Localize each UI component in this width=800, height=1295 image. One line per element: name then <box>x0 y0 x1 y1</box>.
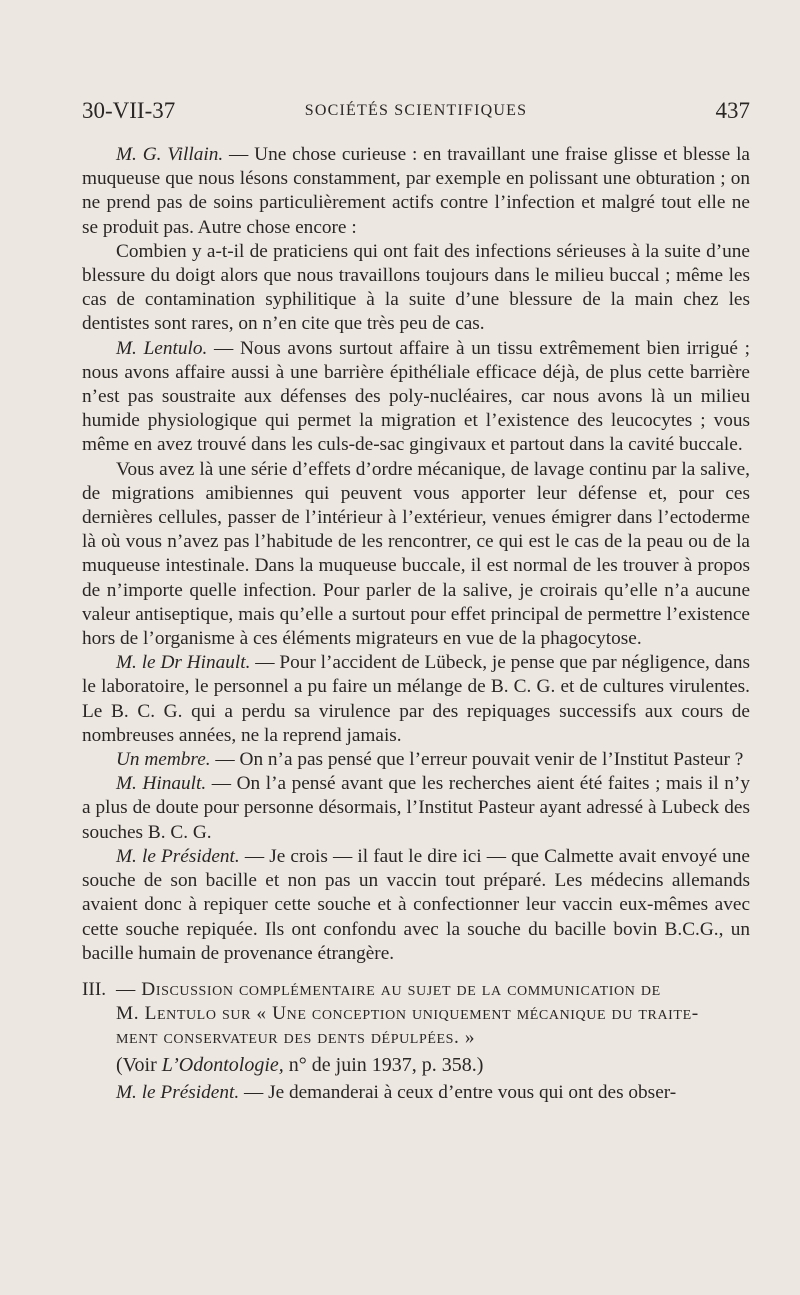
paragraph-text: — Pour l’accident de Lübeck, je pense que par négligence, dans le laboratoire, le personnel a pu faire un mélange de B. C. G. et de cultures virulentes. Le B. C. G. qui a perdu sa virulence par des repiquages successifs aux cours de nombreuses années, ne la reprend jamais. <box>82 652 750 746</box>
speaker-name: M. Hinault. <box>116 773 207 795</box>
paragraph-text: — Je crois — il faut le dire ici — que Calmette avait envoyé une souche de son bacille et non pas un vaccin tout préparé. Les médecins allemands avaient donc à repiquer cette souche et à confectionner leur vaccin eux-mêmes avec cette souche repiquée. Ils ont confondu avec la souche du bacille bovin B.C.G., un bacille humain de provenance étrangère. <box>82 845 750 964</box>
header-date: 30-VII-37 <box>82 98 176 123</box>
running-title: SOCIÉTÉS SCIENTIFIQUES <box>304 102 528 119</box>
speaker-name: M. G. Villain. <box>116 144 224 165</box>
journal-reference <box>82 1053 750 1077</box>
paragraph-text: Vous avez là une série d’effets d’ordre mécanique, de lavage continu par la salive, de migrations amibiennes qui peuvent vous apporter leur défense et, pour ces dernières cellules, passer de l’intérieur à l’extérieur, venues émigrer dans l’ectoderme là où vous n’avez pas l’habitude de les rencontrer, ce qui est le cas de la peau ou de la muqueuse intestinale. Dans la muqueuse buccale, il est normal de les trouver à propos de n’importe quelle infection. Pour parler de la salive, je croirais qu’elle n’a aucune valeur antiseptique, mais qu’elle a surtout pour effet principal de permettre l’existence hors de l’organisme à ces éléments migrateurs en vue de la phagocytose. <box>82 458 750 650</box>
paragraph <box>82 458 750 652</box>
paragraph-text: — Je demanderai à ceux d’entre vous qui ont des obser- <box>239 1081 677 1103</box>
paragraph <box>82 143 750 240</box>
paragraph <box>82 748 750 772</box>
journal-title: L’Odontologie, <box>161 1053 284 1076</box>
paragraph <box>82 845 750 966</box>
page-number: 437 <box>715 98 750 123</box>
paragraph <box>82 772 750 845</box>
section-heading <box>82 978 750 1077</box>
paragraph-text: — Une chose curieuse : en travaillant une fraise glisse et blesse la muqueuse que nous lésons constamment, par exemple en polissant une obturation ; on ne prend pas de soins particulièrement actifs contre l’infection et malgré tout elle ne se produit pas. Autre chose encore : <box>82 144 750 238</box>
speaker-name: M. Lentulo. <box>116 337 208 359</box>
page-body <box>82 143 750 1105</box>
paragraph-text: — Nous avons surtout affaire à un tissu extrêmement bien irrigué ; nous avons affaire aussi à une barrière épithéliale efficace déjà, de plus cette barrière n’est pas soustraite aux défenses des poly-nucléaires, car nous avons là un milieu humide physiologique qui permet la migration et l’existence des leucocytes ; vous même en avez trouvé dans les culs-de-sac gingivaux et partout dans la cavité buccale. <box>82 337 750 456</box>
section-title-part: — Discussion complémentaire au sujet de la communication de <box>116 978 661 1000</box>
paragraph <box>82 337 750 458</box>
speaker-name: M. le Président. <box>116 1081 240 1103</box>
reference-details: n° de juin 1937, p. 358.) <box>283 1053 484 1076</box>
running-header <box>82 98 750 132</box>
section-title-part: ment conservateur des dents dépulpées. » <box>116 1027 476 1049</box>
reference-open: (Voir <box>116 1053 162 1076</box>
paragraph-text: — On l’a pensé avant que les recherches aient été faites ; mais il n’y a plus de doute pour personne désormais, l’Institut Pasteur ayant adressé à Lubeck des souches B. C. G. <box>82 773 750 843</box>
paragraph-text: — On n’a pas pensé que l’erreur pouvait venir de l’Institut Pasteur ? <box>210 749 744 771</box>
speaker-name: Un membre. <box>116 749 211 771</box>
speaker-name: M. le Dr Hinault. <box>116 652 251 674</box>
paragraph <box>82 1081 750 1105</box>
paragraph <box>82 240 750 337</box>
section-line-1 <box>82 978 750 1002</box>
section-number: III. <box>82 978 107 1000</box>
speaker-name: M. le Président. <box>116 845 240 867</box>
section-title-part: M. Lentulo sur « Une conception uniquement mécanique du traite- <box>116 1003 699 1025</box>
paragraph <box>82 651 750 748</box>
paragraph-text: Combien y a-t-il de praticiens qui ont fait des infections sérieuses à la suite d’une blessure du doigt alors que nous travaillons toujours dans le milieu buccal ; même les cas de contamination syphilitique à la suite d’une blessure de la main chez les dentistes sont rares, on n’en cite que très peu de cas. <box>82 240 750 335</box>
